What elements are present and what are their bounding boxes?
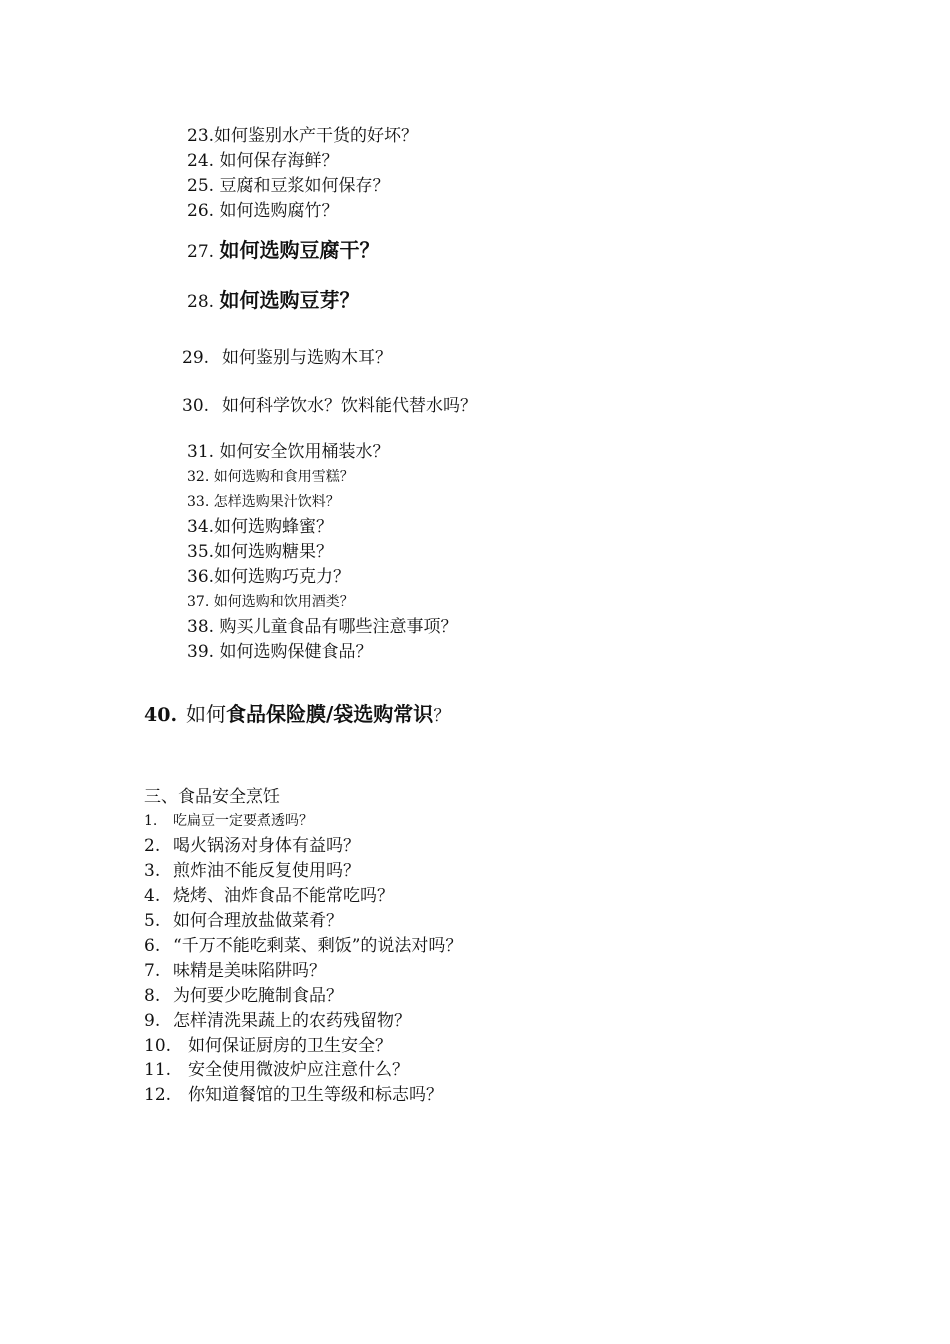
item-text: 如何选购保健食品？ — [219, 642, 373, 662]
item-text: 如何鉴别与选购木耳？ — [222, 348, 392, 368]
list-item — [144, 838, 360, 855]
item-number: 30. — [182, 396, 210, 416]
item-text: 如何合理放盐做菜肴？ — [173, 911, 343, 931]
list-item — [187, 644, 372, 661]
item-number: 11. — [144, 1060, 172, 1080]
item-text: 如何保证厨房的卫生安全？ — [188, 1036, 392, 1056]
list-item — [187, 519, 333, 536]
item-number: 25. — [187, 176, 215, 196]
item-text-prefix: 如何 — [186, 702, 226, 726]
item-number: 9. — [144, 1011, 161, 1031]
item-text: 购买儿童食品有哪些注意事项？ — [219, 617, 458, 637]
item-number: 10. — [144, 1036, 172, 1056]
item-text: 为何要少吃腌制食品？ — [173, 986, 343, 1006]
list-item — [144, 913, 343, 930]
item-text: 喝火锅汤对身体有益吗？ — [173, 836, 360, 856]
item-number: 1. — [144, 813, 158, 829]
list-item — [187, 178, 389, 195]
list-item — [144, 814, 313, 828]
item-number: 40. — [144, 704, 178, 726]
list-item — [144, 1038, 392, 1055]
list-item — [187, 595, 354, 609]
list-item — [144, 1062, 409, 1079]
list-item-40 — [144, 704, 450, 725]
item-number: 27. — [187, 242, 215, 262]
item-text: 如何选购豆腐干？ — [219, 238, 380, 262]
item-number: 39. — [187, 642, 215, 662]
item-text: 如何科学饮水？饮料能代替水吗？ — [222, 396, 477, 416]
item-text: 如何选购和饮用酒类？ — [213, 594, 354, 610]
item-text: 如何选购豆芽？ — [219, 288, 360, 312]
item-text: 烧烤、油炸食品不能常吃吗？ — [173, 886, 394, 906]
item-number: 8. — [144, 986, 161, 1006]
item-number: 33. — [187, 494, 210, 510]
item-number: 7. — [144, 961, 161, 981]
list-item — [187, 470, 354, 484]
item-number: 23. — [187, 126, 215, 146]
list-item — [182, 398, 477, 415]
item-text: 豆腐和豆浆如何保存？ — [219, 176, 390, 196]
list-item — [187, 544, 333, 561]
list-item — [144, 1087, 443, 1104]
list-item — [144, 1013, 411, 1030]
item-text: “千万不能吃剩菜、剩饭”的说法对吗？ — [173, 936, 463, 956]
item-text-suffix: ？ — [433, 706, 451, 726]
item-number: 12. — [144, 1085, 172, 1105]
item-number: 29. — [182, 348, 210, 368]
section-heading: 三、食品安全烹饪 — [144, 787, 280, 807]
item-number: 28. — [187, 292, 215, 312]
item-text: 安全使用微波炉应注意什么？ — [188, 1060, 409, 1080]
item-text: 味精是美味陷阱吗？ — [173, 961, 326, 981]
item-number: 34. — [187, 517, 215, 537]
item-number: 5. — [144, 911, 161, 931]
list-item — [144, 938, 462, 955]
item-number: 37. — [187, 594, 210, 610]
item-text-bold: 食品保险膜/袋选购常识 — [226, 702, 434, 726]
item-text: 如何选购腐竹？ — [219, 201, 339, 221]
list-item — [187, 444, 389, 461]
list-item — [187, 128, 418, 145]
list-item — [144, 963, 326, 980]
list-item — [187, 240, 379, 261]
list-item — [144, 888, 394, 905]
item-number: 36. — [187, 567, 215, 587]
item-number: 2. — [144, 836, 161, 856]
item-number: 38. — [187, 617, 215, 637]
item-text: 煎炸油不能反复使用吗？ — [173, 861, 360, 881]
list-item — [187, 203, 338, 220]
item-number: 24. — [187, 151, 215, 171]
list-item — [187, 619, 457, 636]
item-number: 32. — [187, 469, 210, 485]
item-number: 3. — [144, 861, 161, 881]
item-number: 6. — [144, 936, 161, 956]
item-number: 31. — [187, 442, 215, 462]
item-text: 如何选购和食用雪糕？ — [213, 469, 354, 485]
item-text: 如何选购糖果？ — [214, 542, 334, 562]
item-text: 如何鉴别水产干货的好坏？ — [214, 126, 419, 146]
list-item — [187, 569, 350, 586]
list-item — [187, 290, 359, 311]
item-text: 如何选购蜂蜜？ — [214, 517, 334, 537]
item-text: 怎样选购果汁饮料？ — [213, 494, 340, 510]
item-text: 你知道餐馆的卫生等级和标志吗？ — [188, 1085, 443, 1105]
list-item — [144, 863, 360, 880]
item-text: 如何保存海鲜？ — [219, 151, 339, 171]
list-item — [187, 153, 338, 170]
item-text: 吃扁豆一定要煮透吗？ — [173, 813, 313, 829]
list-item — [182, 350, 392, 367]
item-text: 如何安全饮用桶装水？ — [219, 442, 390, 462]
item-text: 如何选购巧克力？ — [214, 567, 351, 587]
list-item — [144, 988, 343, 1005]
item-number: 26. — [187, 201, 215, 221]
item-text: 怎样清洗果蔬上的农药残留物？ — [173, 1011, 411, 1031]
list-item — [187, 495, 340, 509]
item-number: 4. — [144, 886, 161, 906]
item-number: 35. — [187, 542, 215, 562]
